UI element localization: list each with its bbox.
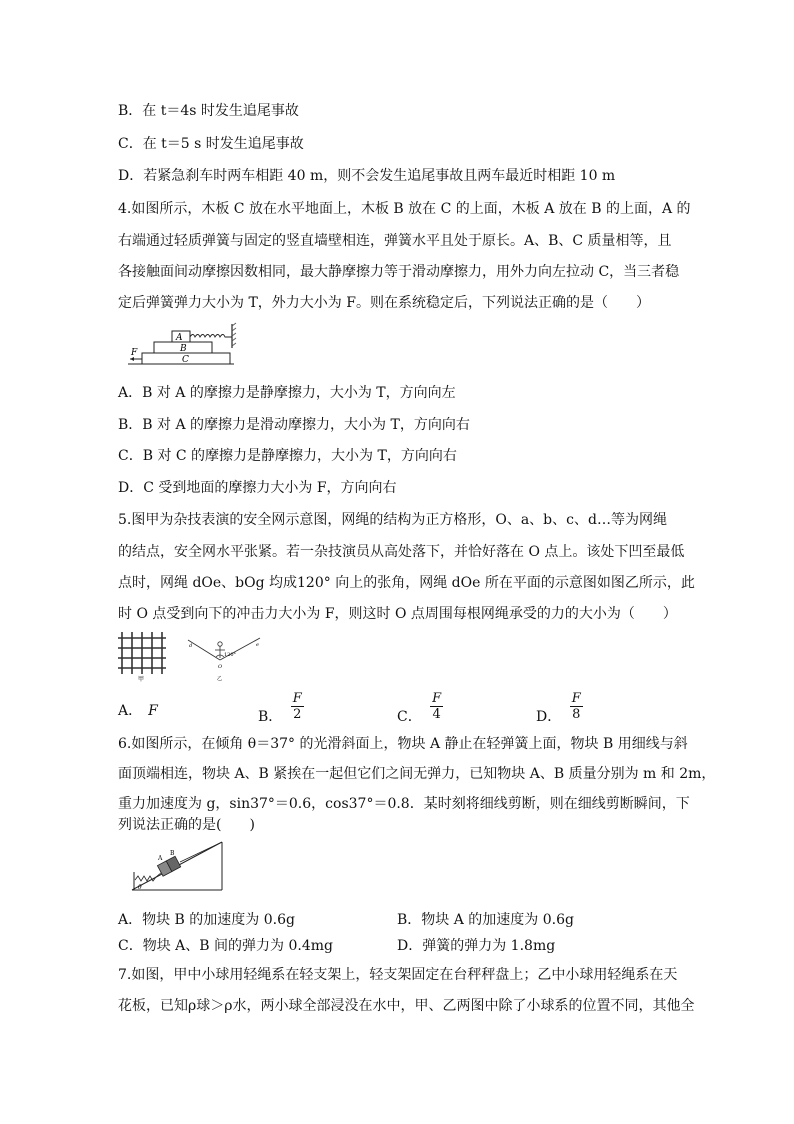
q5-option-d: D． $\frac{F}{8}$ [536, 691, 581, 725]
label-angle: 120° [224, 652, 237, 658]
q5-rope-figure [186, 634, 264, 684]
q5-stem-line-1: 5.图甲为杂技表演的安全网示意图，网绳的结构为正方格形，O、a、b、c、d…等为网绳 [118, 512, 667, 528]
label-o: O [218, 664, 223, 670]
q5-option-b: B． $\frac{F}{2}$ [258, 691, 302, 725]
label-a: A [158, 855, 163, 862]
q4-option-b: B．B 对 A 的摩擦力是滑动摩擦力，大小为 T，方向向右 [118, 417, 470, 433]
q5-net-figure [116, 630, 168, 682]
acrobat-icon [218, 642, 222, 646]
q6-stem-line-3: 重力加速度为 g，sin37°＝0.6，cos37°＝0.8．某时刻将细线剪断，则在细线剪断瞬间，下 [118, 796, 690, 812]
q4-option-a: A．B 对 A 的摩擦力是静摩擦力，大小为 T，方向向左 [118, 385, 456, 401]
q5-option-a: A． F [118, 703, 158, 719]
q3-option-b: B．在 t＝4s 时发生追尾事故 [118, 103, 299, 119]
label-b: B [170, 850, 175, 857]
q5-stem-line-3: 点时，网绳 dOe、bOg 均成120° 向上的张角，网绳 dOe 所在平面的示意图如图乙所示，此 [118, 575, 695, 591]
q4-stem-line-1: 4.如图所示，木板 C 放在水平地面上，木板 B 放在 C 的上面，木板 A 放在 B 的上面，A 的 [118, 201, 691, 217]
label-b: B [180, 344, 187, 354]
q4-boards-figure [128, 322, 240, 370]
spring-icon [190, 335, 232, 338]
q6-incline-figure [128, 840, 228, 894]
label-yi: 乙 [217, 676, 223, 682]
label-theta: θ [138, 884, 142, 891]
q6-stem-line-4: 列说法正确的是( ) [118, 817, 255, 833]
label-f: F [131, 348, 138, 358]
q4-option-d: D．C 受到地面的摩擦力大小为 F，方向向右 [118, 480, 397, 496]
q5-option-c: C． $\frac{F}{4}$ [397, 691, 442, 725]
q4-stem-line-4: 定后弹簧弹力大小为 T，外力大小为 F。则在系统稳定后，下列说法正确的是（ ） [118, 295, 650, 311]
q4-option-c: C．B 对 C 的摩擦力是静摩擦力，大小为 T，方向向右 [118, 448, 457, 464]
label-d: d [189, 643, 193, 649]
q6-option-a: A．物块 B 的加速度为 0.6g [118, 912, 295, 928]
q7-stem-line-1: 7.如图，甲中小球用轻绳系在轻支架上，轻支架固定在台秤秤盘上；乙中小球用轻绳系在天 [118, 967, 678, 983]
label-c: C [182, 355, 189, 365]
q6-option-d: D．弹簧的弹力为 1.8mg [397, 938, 556, 954]
q5-stem-line-2: 的结点，安全网水平张紧。若一杂技演员从高处落下，并恰好落在 O 点上。该处下凹至最低 [118, 544, 685, 560]
label-e: e [256, 642, 259, 648]
q7-stem-line-2: 花板，已知ρ球＞ρ水，两小球全部浸没在水中，甲、乙两图中除了小球系的位置不同，其他全 [118, 998, 695, 1014]
q6-stem-line-1: 6.如图所示，在倾角 θ＝37° 的光滑斜面上，物块 A 静止在轻弹簧上面，物块 B 用细线与斜 [118, 736, 688, 752]
q5-stem-line-4: 时 O 点受到向下的冲击力大小为 F，则这时 O 点周围每根网绳承受的力的大小为（ ） [118, 606, 677, 622]
q6-option-b: B．物块 A 的加速度为 0.6g [397, 912, 574, 928]
q6-stem-line-2: 面顶端相连，物块 A、B 紧挨在一起但它们之间无弹力，已知物块 A、B 质量分别为 m 和 2m， [118, 766, 716, 782]
q4-stem-line-3: 各接触面间动摩擦因数相同，最大静摩擦力等于滑动摩擦力，用外力向左拉动 C，当三者稳 [118, 264, 680, 280]
q3-option-d: D．若紧急刹车时两车相距 40 m，则不会发生追尾事故且两车最近时相距 10 m [118, 168, 616, 184]
label-jia: 甲 [138, 676, 145, 682]
q3-option-c: C．在 t＝5 s 时发生追尾事故 [118, 136, 304, 152]
q4-stem-line-2: 右端通过轻质弹簧与固定的竖直墙壁相连，弹簧水平且处于原长。A、B、C 质量相等，且 [118, 233, 672, 249]
q6-option-c: C．物块 A、B 间的弹力为 0.4mg [118, 938, 333, 954]
label-a: A [176, 333, 183, 343]
